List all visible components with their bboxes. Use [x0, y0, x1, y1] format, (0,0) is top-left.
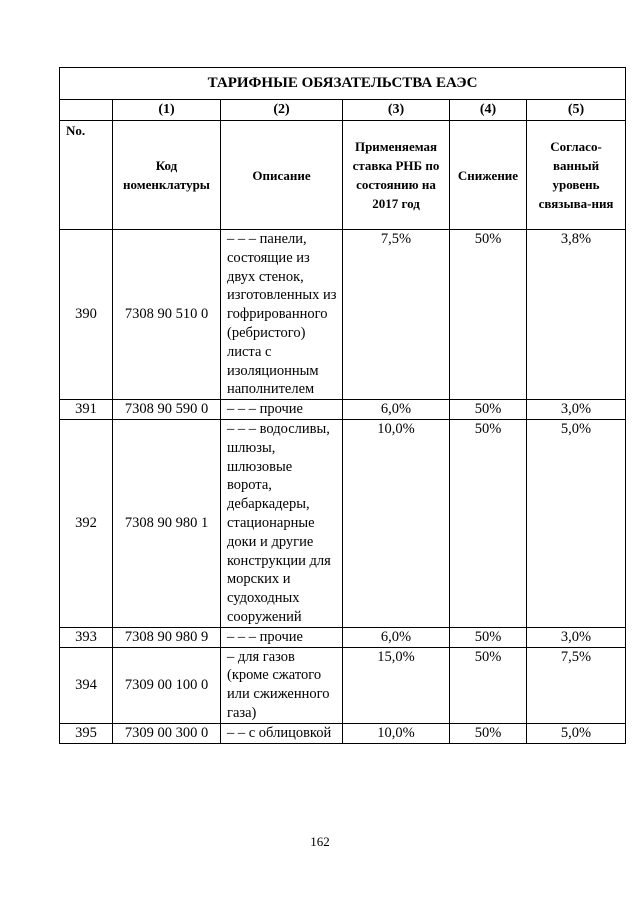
table-row: [60, 647, 626, 723]
table-row: [60, 400, 626, 420]
table-body: [60, 230, 626, 744]
row-applied-rate: 7,5%: [343, 230, 450, 400]
row-number: 393: [60, 627, 113, 647]
table-title: ТАРИФНЫЕ ОБЯЗАТЕЛЬСТВА ЕАЭС: [60, 68, 626, 100]
row-applied-rate: 15,0%: [343, 647, 450, 723]
row-number: 391: [60, 400, 113, 420]
row-code: 7308 90 590 0: [113, 400, 221, 420]
header-description: Описание: [221, 121, 343, 230]
header-applied-rate: Применяемая ставка РНБ по состоянию на 2017 год: [343, 121, 450, 230]
row-number: 394: [60, 647, 113, 723]
header-reduction: Снижение: [450, 121, 527, 230]
tariff-table: [59, 67, 626, 744]
row-bound-level: 3,8%: [527, 230, 626, 400]
row-reduction: 50%: [450, 627, 527, 647]
table-row: [60, 627, 626, 647]
column-number: (2): [221, 100, 343, 121]
row-reduction: 50%: [450, 400, 527, 420]
header-no: No.: [60, 121, 113, 230]
row-applied-rate: 6,0%: [343, 400, 450, 420]
row-code: 7308 90 980 9: [113, 627, 221, 647]
row-reduction: 50%: [450, 647, 527, 723]
row-applied-rate: 6,0%: [343, 627, 450, 647]
row-code: 7309 00 300 0: [113, 723, 221, 743]
row-bound-level: 5,0%: [527, 419, 626, 627]
row-applied-rate: 10,0%: [343, 723, 450, 743]
row-code: 7308 90 510 0: [113, 230, 221, 400]
row-reduction: 50%: [450, 230, 527, 400]
column-number: (1): [113, 100, 221, 121]
header-code: Код номенклатуры: [113, 121, 221, 230]
header-bound-level: Согласо-ванный уровень связыва-ния: [527, 121, 626, 230]
row-applied-rate: 10,0%: [343, 419, 450, 627]
row-description: – – – прочие: [221, 627, 343, 647]
row-bound-level: 3,0%: [527, 400, 626, 420]
table-row: [60, 230, 626, 400]
row-description: – – с облицовкой: [221, 723, 343, 743]
row-bound-level: 3,0%: [527, 627, 626, 647]
column-number: (5): [527, 100, 626, 121]
row-number: 392: [60, 419, 113, 627]
row-description: – – – водосливы, шлюзы, шлюзовые ворота, дебаркадеры, стационарные доки и другие конструкции для морских и судоходных сооружений: [221, 419, 343, 627]
row-description: – для газов (кроме сжатого или сжиженного газа): [221, 647, 343, 723]
column-number: [60, 100, 113, 121]
row-reduction: 50%: [450, 419, 527, 627]
table-row: [60, 723, 626, 743]
row-bound-level: 7,5%: [527, 647, 626, 723]
row-description: – – – панели, состоящие из двух стенок, изготовленных из гофрированного (ребристого) листа с изоляционным наполнителем: [221, 230, 343, 400]
row-code: 7308 90 980 1: [113, 419, 221, 627]
row-description: – – – прочие: [221, 400, 343, 420]
column-number: (3): [343, 100, 450, 121]
page-number: 162: [310, 834, 330, 849]
row-number: 390: [60, 230, 113, 400]
row-reduction: 50%: [450, 723, 527, 743]
row-number: 395: [60, 723, 113, 743]
row-code: 7309 00 100 0: [113, 647, 221, 723]
column-number: (4): [450, 100, 527, 121]
row-bound-level: 5,0%: [527, 723, 626, 743]
table-row: [60, 419, 626, 627]
